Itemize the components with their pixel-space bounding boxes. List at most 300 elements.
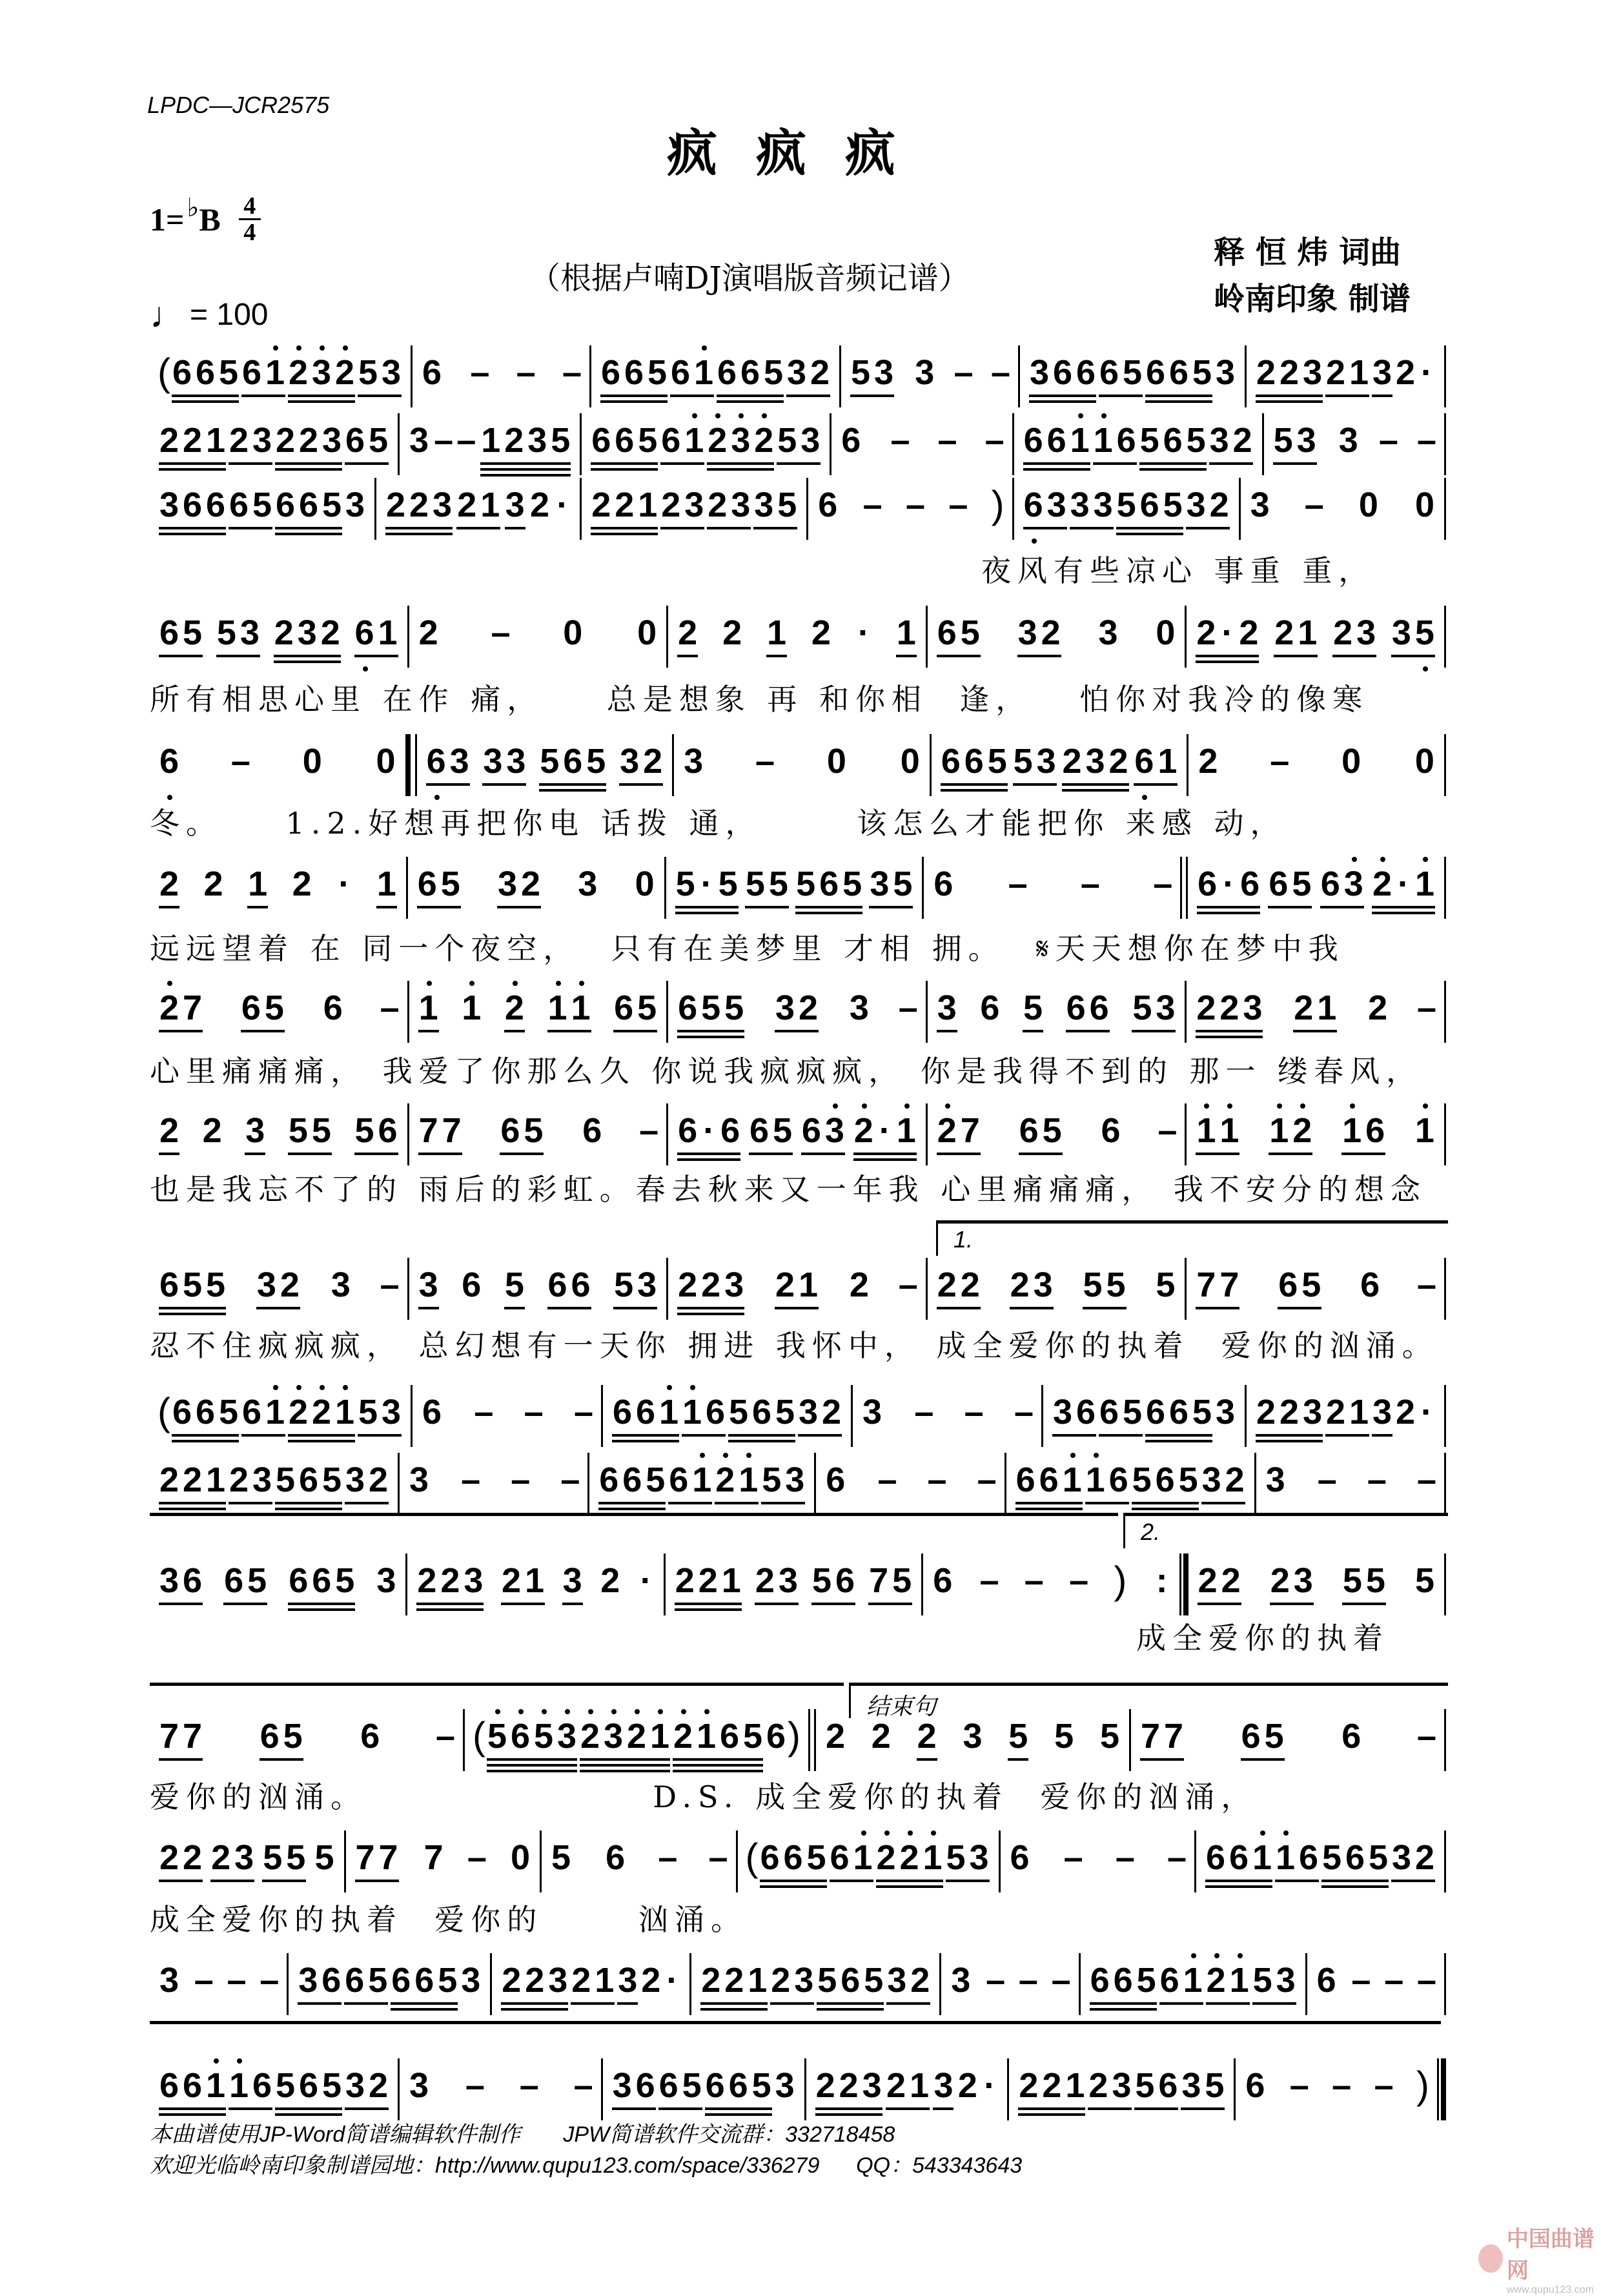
augmentation-dot: · (640, 1561, 652, 1600)
note-group (496, 863, 542, 919)
note-group (375, 863, 398, 919)
beam-line (344, 2002, 388, 2005)
note: 6 (1159, 1961, 1179, 2000)
measure (923, 1560, 1179, 1612)
note: 3 (1033, 1266, 1053, 1304)
note: 2 (182, 1838, 203, 1877)
note: 5 (275, 1461, 296, 1499)
beam-line (1015, 1508, 1083, 1510)
note: 2 (229, 1461, 249, 1499)
note: 2 (1290, 1110, 1314, 1151)
note-group (1357, 484, 1380, 540)
note-group (616, 1960, 639, 2015)
dash: – (1069, 1561, 1089, 1600)
note-group (956, 2065, 979, 2120)
note-group (1052, 1960, 1071, 2015)
note-group (752, 484, 799, 540)
note: 3 (252, 1461, 272, 1499)
note: 1 (657, 1391, 680, 1433)
note: 5 (646, 1461, 666, 1499)
note: 5 (718, 865, 738, 903)
note: 0 (1156, 613, 1176, 652)
barline (1444, 1953, 1446, 2015)
beam-line (1023, 527, 1067, 529)
note: 3 (1243, 989, 1263, 1027)
note: 2 (825, 1717, 846, 1756)
beam-line (159, 1030, 203, 1032)
note-group (436, 1716, 455, 1771)
note-group (773, 1264, 820, 1320)
note: 6 (1015, 1461, 1035, 1499)
note-group (658, 1837, 677, 1892)
note: 1 (1340, 1110, 1363, 1151)
beam-line (1145, 400, 1212, 403)
note: 2 (1279, 353, 1300, 392)
note: 5 (288, 1111, 308, 1150)
note-group (948, 484, 968, 540)
note: 6 (1019, 1111, 1039, 1150)
note: 7 (1163, 1717, 1184, 1756)
note-group (662, 1960, 682, 2015)
beam-line (172, 400, 239, 403)
beam-line (815, 2107, 882, 2110)
note: 2 (708, 486, 728, 524)
beam-line (1062, 789, 1129, 792)
note-group (353, 612, 400, 668)
note: 6 (159, 613, 179, 652)
dash: – (755, 742, 775, 781)
measure (1236, 2065, 1437, 2117)
note: 3 (321, 421, 342, 460)
beam-line (501, 1603, 545, 1605)
dash: – (511, 1461, 531, 1499)
note: 6 (635, 2066, 655, 2105)
note: 2 (643, 742, 663, 781)
dash: – (984, 421, 1004, 460)
beam-line (1278, 1307, 1321, 1309)
note: 2 (755, 1561, 775, 1600)
note: 5 (1132, 1461, 1152, 1499)
dash: – (898, 1266, 918, 1304)
note-group (287, 1110, 333, 1165)
note-group (329, 1264, 352, 1320)
measure (346, 1837, 540, 1889)
note-group (1292, 987, 1338, 1043)
note: 0 (637, 613, 657, 652)
note-group (1194, 1264, 1241, 1320)
note: 1 (680, 1391, 704, 1433)
score-row (150, 2065, 1446, 2117)
note-group (1337, 420, 1360, 475)
note-group (1081, 863, 1100, 919)
augmentation-dot: · (700, 865, 713, 903)
watermark-brand: 中国曲谱网 (1506, 2226, 1595, 2284)
dash: – (1080, 865, 1100, 903)
note: 1 (333, 1391, 356, 1433)
note-group (574, 2065, 593, 2120)
note: 2 (440, 1561, 460, 1600)
dash: – (560, 1461, 580, 1499)
beam-line (1275, 1880, 1319, 1882)
high-octave-dot (273, 1385, 278, 1390)
note-group (343, 484, 367, 540)
note: 5 (1083, 1266, 1103, 1304)
measure (666, 1560, 921, 1612)
note: 2 (504, 421, 524, 460)
note-group (852, 1110, 918, 1165)
dash: – (1378, 421, 1398, 460)
score-row (150, 1264, 1446, 1316)
note-group (334, 863, 354, 919)
note: 2 (529, 486, 549, 524)
note: 3 (1302, 1393, 1323, 1431)
note: 5 (638, 421, 658, 460)
note: 6 (1158, 2066, 1178, 2105)
note: 6 (289, 1561, 309, 1600)
barline (1444, 857, 1446, 919)
note: 6 (705, 2066, 725, 2105)
note-group (1069, 1560, 1088, 1615)
watermark (1478, 2221, 1601, 2296)
note: 6 (670, 353, 691, 392)
measure (841, 352, 1018, 404)
measure (591, 352, 839, 404)
note: 6 (241, 353, 262, 392)
note: 6 (1269, 865, 1289, 903)
note-group (580, 1110, 604, 1165)
measure (400, 2065, 601, 2117)
note: 6 (933, 865, 953, 903)
note-group (274, 1459, 343, 1515)
note-group (374, 1560, 398, 1615)
note: 2 (1414, 1838, 1435, 1877)
note-group (301, 741, 324, 796)
beam-line (755, 1603, 799, 1605)
beam-line (670, 395, 714, 397)
measure (816, 1716, 1129, 1767)
dash: – (1153, 865, 1173, 903)
note: 6 (500, 1111, 520, 1150)
note: 2 (1205, 1960, 1228, 2001)
note: 5 (675, 865, 695, 903)
beam-line (1241, 1758, 1285, 1761)
note-group (727, 1391, 797, 1447)
note-group (158, 420, 227, 475)
note: 1 (921, 1837, 944, 1878)
note: 5 (812, 1561, 832, 1600)
beam-line (677, 1153, 740, 1155)
beam-line (223, 1603, 267, 1605)
high-octave-dot (296, 345, 301, 351)
dash: – (948, 486, 968, 524)
note-group (417, 612, 440, 668)
high-octave-dot (495, 1709, 500, 1714)
high-octave-dot (1070, 1453, 1076, 1458)
note: 1 (481, 421, 501, 460)
measure (1187, 1264, 1444, 1316)
note-group (158, 863, 181, 919)
note: 1 (460, 987, 483, 1029)
high-octave-dot (320, 1385, 325, 1390)
score-row (150, 1560, 1446, 1612)
note: 3 (937, 989, 957, 1027)
note: 2 (502, 1961, 522, 2000)
note: 1 (748, 1961, 768, 2000)
measure (668, 612, 926, 664)
beam-line (591, 533, 658, 535)
beam-line (417, 906, 461, 908)
parenthesis: ) (991, 483, 1004, 526)
note: 5 (283, 1717, 303, 1756)
note-group (1367, 1459, 1387, 1515)
note-group (455, 484, 502, 540)
note-group (1251, 1960, 1298, 2015)
dash: – (1289, 2066, 1309, 2105)
staff-divider (150, 1513, 1118, 1516)
high-octave-dot (1227, 1103, 1232, 1109)
note: 2 (960, 1266, 980, 1304)
note: 6 (841, 1961, 861, 2000)
note-group (158, 1391, 170, 1447)
high-octave-dot (427, 981, 432, 986)
note: 6 (1145, 353, 1166, 392)
note: 1 (480, 486, 500, 524)
beam-line (749, 1153, 793, 1155)
dash: – (562, 353, 582, 392)
note-group (1413, 484, 1436, 540)
measure (150, 987, 407, 1039)
note-group (885, 1960, 932, 2015)
note-group (158, 2065, 227, 2120)
note-group (1157, 1110, 1177, 1165)
note: 6 (937, 613, 957, 652)
beam-line (675, 906, 739, 908)
note: 3 (1276, 1961, 1296, 2000)
beam-line (505, 527, 525, 529)
note-group (491, 612, 510, 668)
beam-line (275, 527, 342, 529)
note: 6 (1345, 1838, 1365, 1877)
note-group (682, 741, 705, 796)
note: 1 (1228, 1960, 1251, 2001)
note-group (1194, 612, 1260, 668)
beam-line (917, 1758, 937, 1761)
dash: – (914, 1393, 934, 1431)
note-group (296, 1960, 343, 2015)
note: 3 (862, 1393, 882, 1431)
high-octave-dot (611, 1709, 617, 1714)
note: 5 (1413, 612, 1436, 653)
note: 6 (509, 1716, 532, 1757)
note-group (274, 2065, 343, 2120)
note: 2 (1371, 863, 1394, 905)
note: 6 (1316, 1961, 1336, 2000)
note: 2 (1232, 421, 1252, 460)
note: 3 (870, 865, 890, 903)
beam-line (256, 1307, 300, 1309)
note-group (899, 1264, 918, 1320)
high-octave-dot (700, 1453, 705, 1458)
note: 6 (661, 421, 681, 460)
note: 2 (280, 1266, 300, 1304)
note: 2 (698, 1561, 718, 1600)
note-group (1417, 352, 1436, 407)
note-group (604, 1837, 627, 1892)
note: 6 (635, 1393, 656, 1431)
note: 3 (1215, 353, 1236, 392)
note: 2 (310, 1391, 333, 1433)
dash: – (1018, 1961, 1038, 2000)
note: 5 (1178, 1461, 1198, 1499)
beam-line (766, 655, 787, 657)
beam-line (658, 2107, 702, 2110)
beam-line (677, 1036, 744, 1038)
note-group (1052, 1716, 1076, 1771)
measure (150, 484, 374, 536)
beam-line (288, 400, 355, 403)
measure (603, 1391, 851, 1443)
beam-line (159, 1880, 203, 1882)
beam-line (159, 2107, 226, 2110)
measure (150, 741, 405, 792)
note-group (287, 352, 356, 407)
note-group (407, 1459, 431, 1515)
measure (409, 1110, 667, 1162)
measure (407, 1560, 663, 1612)
note: 5 (1163, 486, 1183, 524)
note-group (516, 352, 536, 407)
measure (1188, 741, 1444, 792)
beam-line (795, 912, 862, 914)
beam-line (1197, 912, 1260, 914)
barline (1444, 1453, 1446, 1515)
beam-line (1293, 1030, 1337, 1032)
beam-line (700, 2008, 768, 2011)
note-group (824, 1716, 847, 1771)
beam-line (1269, 1153, 1312, 1155)
note: 6 (158, 741, 181, 782)
beam-line (275, 468, 342, 471)
note-group (715, 352, 785, 407)
low-octave-dot (434, 795, 440, 800)
note: 3 (963, 1717, 983, 1756)
note: 3 (245, 1111, 265, 1150)
lyrics-line: 远远望着 在 同一个夜空， 只有在美梦里 才相 拥。 𝄋天天想你在梦中我 (150, 931, 1345, 966)
note-group (673, 1560, 743, 1615)
note-group (915, 1716, 939, 1771)
barline (1444, 413, 1446, 475)
note: 3 (1093, 486, 1113, 524)
dash: – (1024, 1561, 1044, 1600)
dash: – (380, 1266, 400, 1304)
beam-line (1270, 1603, 1314, 1605)
note-group (1194, 987, 1264, 1043)
note-group (384, 484, 454, 540)
beam-line (159, 906, 179, 908)
tempo-value: = 100 (190, 298, 269, 332)
beam-line (1391, 1880, 1435, 1882)
measure (831, 420, 1012, 471)
note: 3 (786, 353, 807, 392)
note: 6 (658, 2066, 678, 2105)
note-group (1416, 2065, 1429, 2120)
barline (1444, 1103, 1446, 1165)
note-group (553, 484, 572, 540)
beam-line (355, 1880, 399, 1882)
barline (1444, 345, 1446, 407)
dash: – (986, 1961, 1006, 2000)
beam-line (245, 1153, 265, 1155)
beam-line (1196, 1307, 1239, 1309)
high-octave-dot (1260, 1830, 1265, 1836)
note: 6 (1241, 1717, 1261, 1756)
note: 3 (775, 989, 795, 1027)
note: 3 (637, 1266, 657, 1304)
note: 1 (1413, 1110, 1436, 1151)
note: 7 (159, 1717, 179, 1756)
measure (1196, 1837, 1444, 1889)
note-group (561, 612, 584, 668)
note-group (1417, 1264, 1436, 1320)
note: 2 (158, 987, 181, 1029)
augmentation-dot: · (1421, 353, 1433, 392)
note: 2 (503, 987, 526, 1029)
note-group (231, 741, 250, 796)
note: 3 (381, 1393, 402, 1431)
barline (1437, 2058, 1446, 2120)
dash: – (1115, 1838, 1135, 1877)
beam-line (1132, 1508, 1199, 1510)
note: 2 (724, 1961, 744, 2000)
note-group (1371, 1391, 1394, 1447)
beam-line (172, 1440, 239, 1442)
note-group (227, 1459, 274, 1515)
beam-line (1017, 655, 1061, 657)
high-octave-dot (658, 1709, 663, 1714)
note: 6 (172, 353, 192, 392)
note: 6 (298, 2066, 319, 2105)
note-group (538, 741, 607, 796)
beam-line (229, 2107, 272, 2110)
note: 2 (1225, 1461, 1245, 1499)
barline (405, 734, 417, 796)
note: 1 (1065, 2066, 1085, 2105)
augmentation-dot: · (338, 865, 351, 903)
note-group (931, 1560, 954, 1615)
note: 7 (960, 1111, 980, 1150)
note: 6 (1155, 1461, 1175, 1499)
note-group (1394, 1391, 1417, 1447)
note: 5 (314, 1838, 334, 1877)
note: 1 (205, 1461, 226, 1499)
measure (1131, 1716, 1444, 1767)
measure (928, 612, 1185, 664)
note: 6 (705, 1393, 726, 1431)
beam-line (817, 2002, 884, 2005)
note-group (810, 1560, 857, 1615)
beam-line (868, 1603, 912, 1605)
beam-line (288, 1153, 332, 1155)
note-group (578, 1716, 671, 1771)
note: 2 (333, 352, 356, 393)
note-group (746, 1837, 759, 1892)
note: 6 (321, 1961, 342, 2000)
measure (1014, 420, 1262, 471)
beam-line (275, 2107, 342, 2110)
note: 2 (771, 1961, 791, 2000)
measure (668, 1110, 926, 1162)
note: 6 (182, 486, 203, 524)
